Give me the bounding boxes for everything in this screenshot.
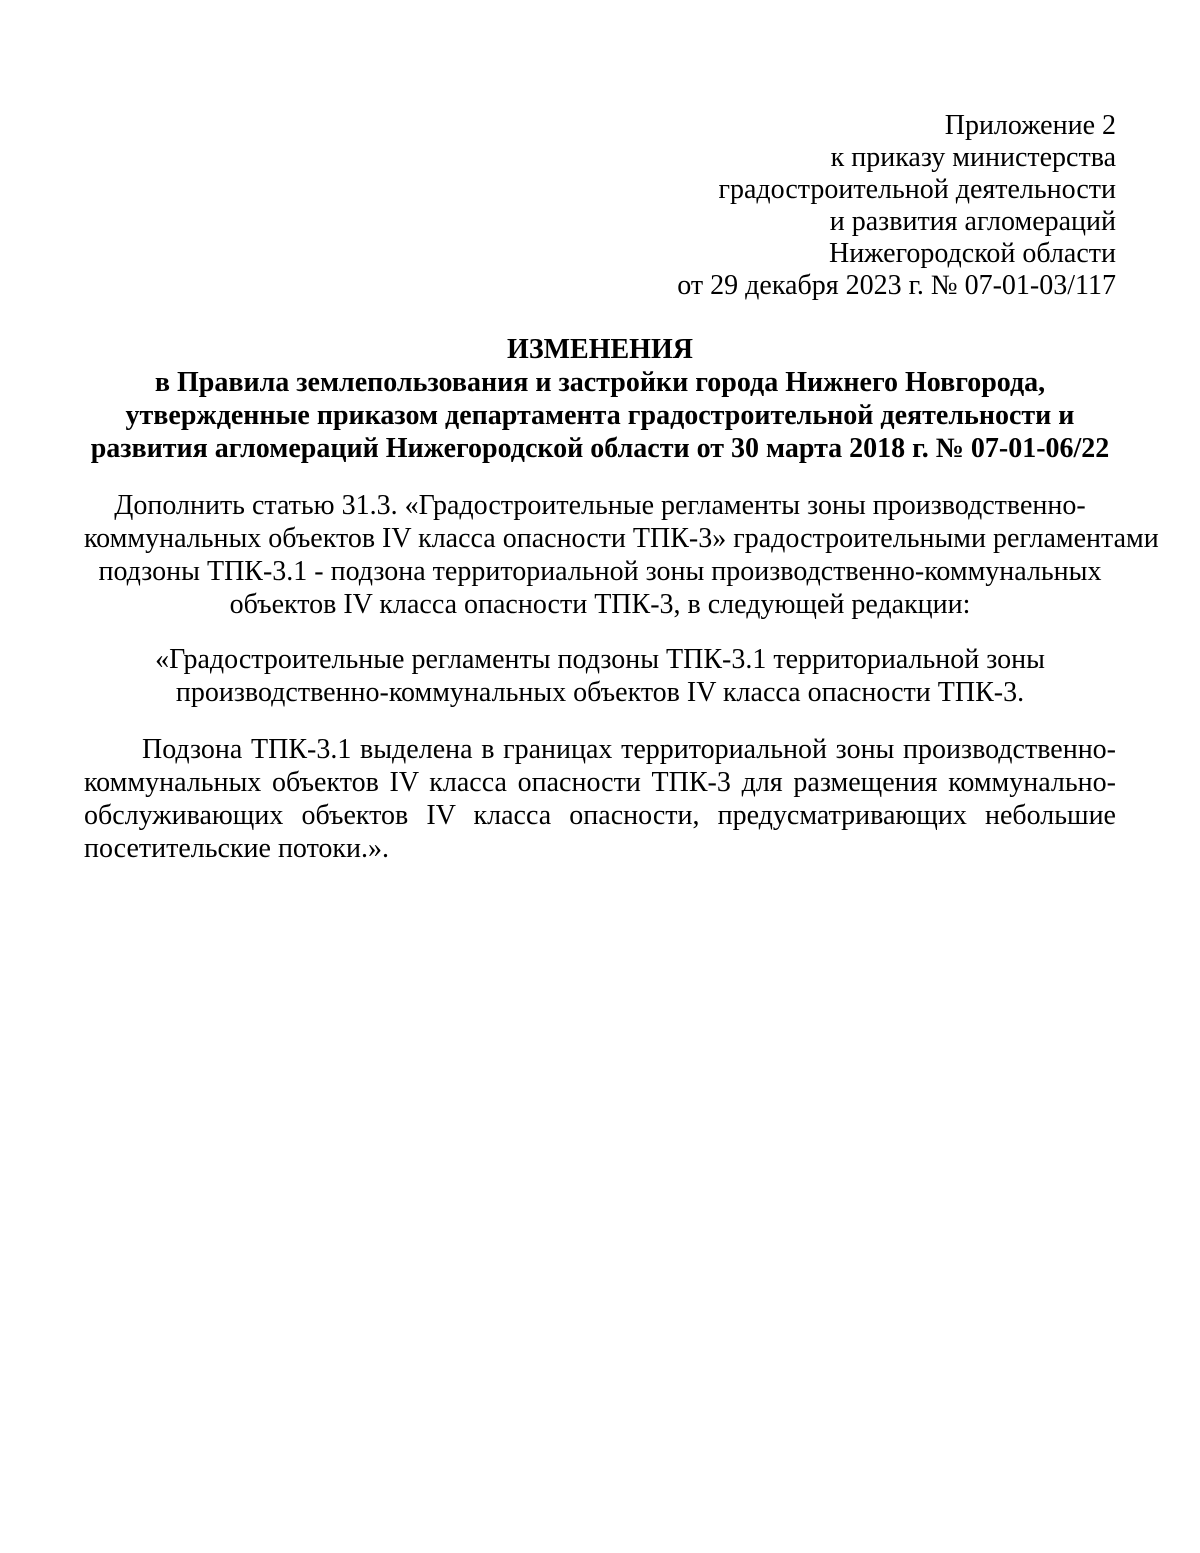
- appendix-line: Нижегородской области: [828, 238, 1116, 269]
- intro-line: объектов IV класса опасности ТПК-3, в следующей редакции:: [229, 589, 971, 620]
- appendix-line: от 29 декабря 2023 г. № 07-01-03/117: [677, 270, 1116, 301]
- body-paragraph: [84, 733, 1116, 865]
- body-line: Подзона ТПК-3.1 выделена в границах территориальной зоны производственно-: [142, 734, 1116, 765]
- intro-line: Дополнить статью 31.3. «Градостроительные регламенты зоны производственно-: [114, 490, 1086, 521]
- appendix-line: Приложение 2: [944, 110, 1116, 141]
- quote-line: производственно-коммунальных объектов IV класса опасности ТПК-3.: [175, 677, 1025, 708]
- appendix-line: к приказу министерства: [830, 142, 1116, 173]
- quote-line: «Градостроительные регламенты подзоны ТПК-3.1 территориальной зоны: [155, 644, 1045, 675]
- body-line: посетительские потоки.».: [84, 833, 390, 864]
- intro-line: коммунальных объектов IV класса опасности ТПК-3» градостроительными регламентами: [84, 523, 1159, 554]
- appendix-line: и развития агломераций: [829, 206, 1116, 237]
- appendix-line: градостроительной деятельности: [718, 174, 1116, 205]
- appendix-header: [677, 110, 1116, 302]
- title-line: развития агломераций Нижегородской области от 30 марта 2018 г. № 07-01-06/22: [90, 433, 1110, 464]
- title-heading: ИЗМЕНЕНИЯ: [507, 334, 693, 365]
- document-title: [84, 333, 1116, 465]
- body-line: обслуживающих объектов IV класса опасности, предусматривающих небольшие: [84, 800, 1116, 831]
- body-line: коммунальных объектов IV класса опасности ТПК-3 для размещения коммунально-: [84, 767, 1116, 798]
- title-line: утвержденные приказом департамента градостроительной деятельности и: [125, 400, 1075, 431]
- intro-line: подзоны ТПК-3.1 - подзона территориальной зоны производственно-коммунальных: [98, 556, 1102, 587]
- quote-paragraph: [84, 643, 1116, 709]
- title-line: в Правила землепользования и застройки города Нижнего Новгорода,: [154, 367, 1046, 398]
- intro-paragraph: [84, 489, 1159, 621]
